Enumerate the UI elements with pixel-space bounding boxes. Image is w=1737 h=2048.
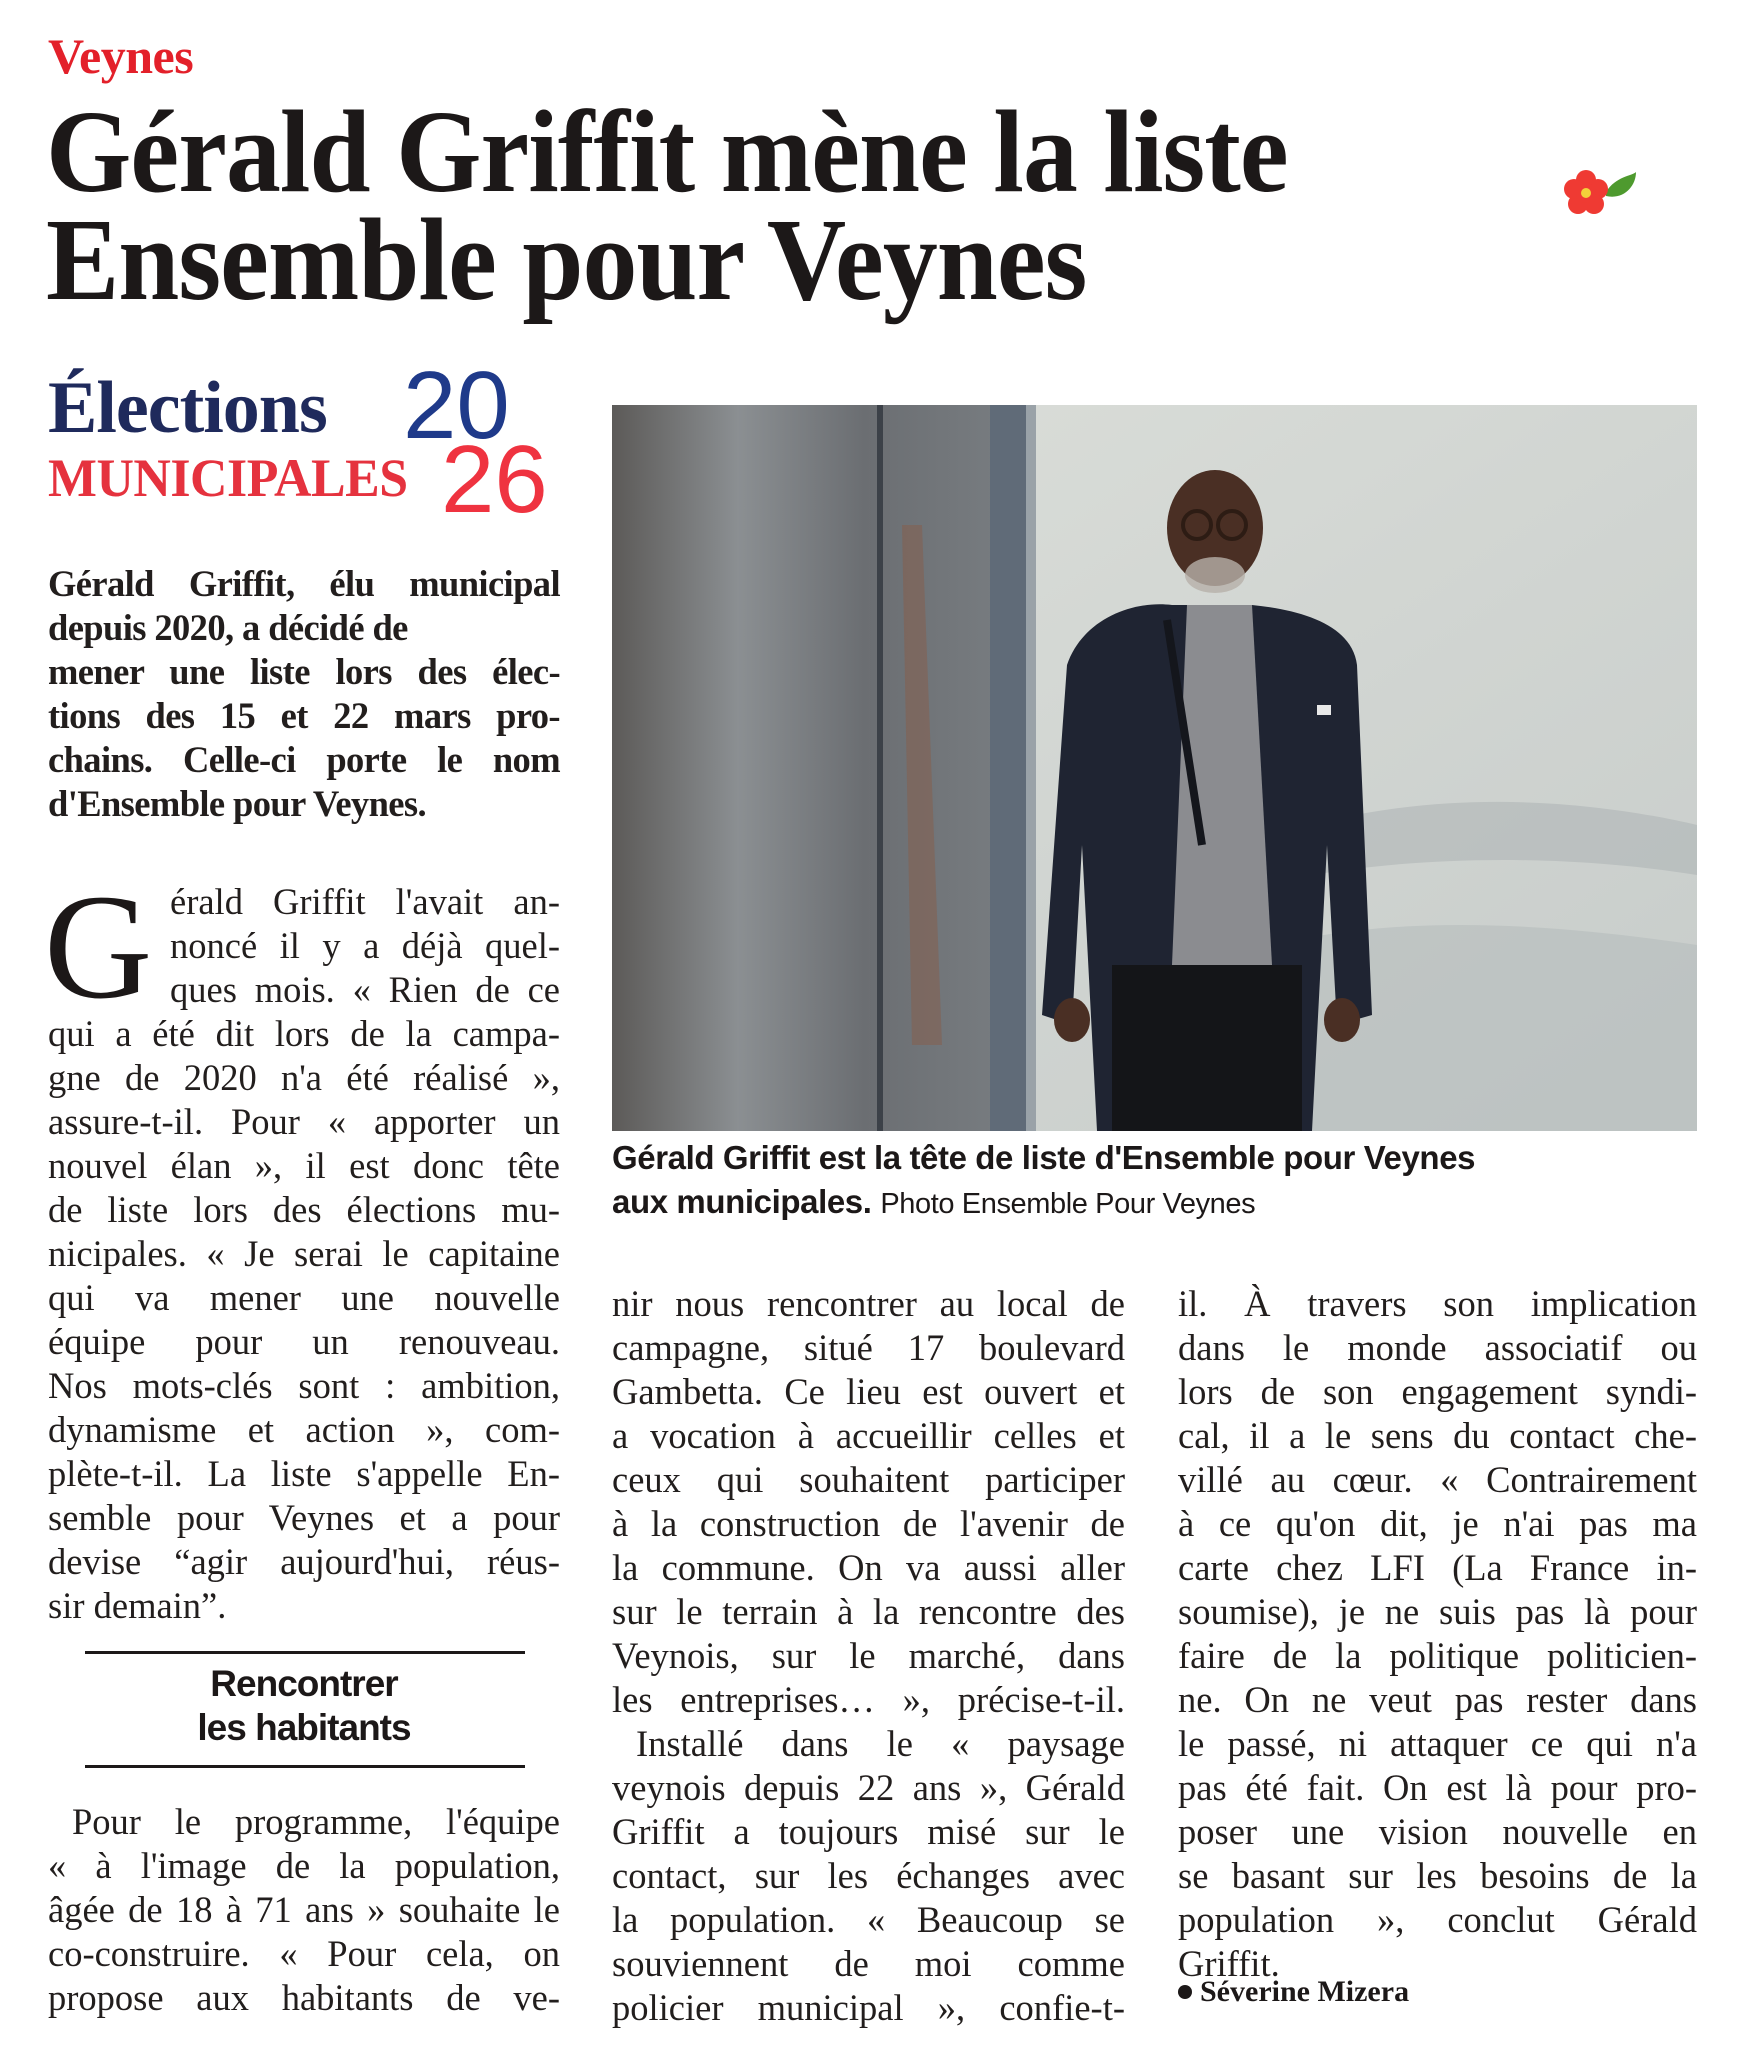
body-text-line: équipe pour un renouveau. (48, 1321, 560, 1362)
year-bottom-digits: 26 (441, 426, 548, 520)
body-text-line: nouvel élan », il est donc tête (48, 1145, 560, 1186)
lead-paragraph-line: d'Ensemble pour Veynes. (48, 783, 427, 824)
body-text-line: il. À travers son implication (1178, 1283, 1697, 1324)
body-text-line: lors de son engagement syndi- (1178, 1371, 1697, 1412)
body-text-line: population », conclut Gérald (1178, 1899, 1697, 1940)
body-text-line: a vocation à accueillir celles et (612, 1415, 1125, 1456)
subhead-line-2: les habitants (197, 1707, 411, 1748)
body-text-line: propose aux habitants de ve- (48, 1977, 560, 2018)
body-text-line: semble pour Veynes et a pour (48, 1497, 560, 1538)
body-text-line: veynois depuis 22 ans », Gérald (612, 1767, 1125, 1808)
byline-author: Séverine Mizera (1200, 1975, 1410, 2008)
headline-line-1: Gérald Griffit mène la liste (46, 86, 1288, 217)
byline (1178, 1972, 1409, 2012)
photo-caption-line-2 (612, 1180, 1255, 1226)
body-text-line: le passé, ni attaquer ce qui n'a (1178, 1723, 1697, 1764)
photo-caption-line-1: Gérald Griffit est la tête de liste d'Ensemble pour Veynes (612, 1139, 1476, 1176)
body-text-line: cal, il a le sens du contact che- (1178, 1415, 1697, 1456)
body-text-line: gne de 2020 n'a été réalisé », (48, 1057, 560, 1098)
photo-caption-bold-end: aux municipales. (612, 1183, 872, 1220)
body-text-line: Gambetta. Ce lieu est ouvert et (612, 1371, 1125, 1412)
flower-icon (1558, 162, 1638, 222)
body-text-line: la commune. On va aussi aller (612, 1547, 1125, 1588)
body-text-line: policier municipal », confie-t- (612, 1987, 1125, 2028)
subhead-line-1: Rencontrer (210, 1663, 398, 1704)
byline-bullet-icon (1178, 1985, 1192, 1999)
body-text-line: plète-t-il. La liste s'appelle En- (48, 1453, 560, 1494)
photo-credit: Photo Ensemble Pour Veynes (880, 1188, 1256, 1220)
body-text-line: la population. « Beaucoup se (612, 1899, 1125, 1940)
body-text-line: Installé dans le « paysage (636, 1723, 1125, 1764)
body-text-line: se basant sur les besoins de la (1178, 1855, 1697, 1896)
body-text-line: devise “agir aujourd'hui, réus- (48, 1541, 560, 1582)
body-text-line: ques mois. « Rien de ce (170, 969, 560, 1010)
body-text-line: nir nous rencontrer au local de (612, 1283, 1125, 1324)
body-text-line: nicipales. « Je serai le capitaine (48, 1233, 560, 1274)
body-text-line: Griffit. (1178, 1943, 1280, 1984)
body-text-line: sur le terrain à la rencontre des (612, 1591, 1125, 1632)
article-photo (612, 405, 1697, 1131)
body-text-line: souviennent de moi comme (612, 1943, 1125, 1984)
body-text-line: « à l'image de la population, (48, 1845, 560, 1886)
body-text-line: à la construction de l'avenir de (612, 1503, 1125, 1544)
headline-line-2: Ensemble pour Veynes (46, 194, 1087, 325)
body-text-line: ne. On ne veut pas rester dans (1178, 1679, 1697, 1720)
elections-logo-year (395, 360, 575, 520)
body-text-line: qui a été dit lors de la campa- (48, 1013, 560, 1054)
body-text-line: Griffit a toujours misé sur le (612, 1811, 1125, 1852)
body-text-line: co-construire. « Pour cela, on (48, 1933, 560, 1974)
lead-paragraph-line: tions des 15 et 22 mars pro- (48, 695, 560, 736)
lead-paragraph-line: mener une liste lors des élec- (48, 651, 560, 692)
body-text-line: pas été fait. On est là pour pro- (1178, 1767, 1697, 1808)
body-text-line: les entreprises… », précise-t-il. (612, 1679, 1125, 1720)
body-text-line: à ce qu'on dit, je n'ai pas ma (1178, 1503, 1697, 1544)
body-text-line: dans le monde associatif ou (1178, 1327, 1697, 1368)
body-text-line: Veynois, sur le marché, dans (612, 1635, 1125, 1676)
body-text-line: soumise), je ne suis pas là pour (1178, 1591, 1697, 1632)
lead-paragraph-line: Gérald Griffit, élu municipal (48, 563, 560, 604)
body-text-line: Nos mots-clés sont : ambition, (48, 1365, 560, 1406)
body-text-line: de liste lors des élections mu- (48, 1189, 560, 1230)
body-text-line: poser une vision nouvelle en (1178, 1811, 1697, 1852)
body-text-line: noncé il y a déjà quel- (170, 925, 560, 966)
body-text-line: érald Griffit l'avait an- (170, 881, 560, 922)
subhead-rule-bottom (85, 1765, 525, 1768)
photo-illustration (612, 405, 1697, 1131)
body-text-line: faire de la politique politicien- (1178, 1635, 1697, 1676)
body-text-line: contact, sur les échanges avec (612, 1855, 1125, 1896)
body-text-line: carte chez LFI (La France in- (1178, 1547, 1697, 1588)
subhead-rule-top (85, 1651, 525, 1654)
body-text-line: qui va mener une nouvelle (48, 1277, 560, 1318)
body-text-line: Pour le programme, l'équipe (72, 1801, 560, 1842)
section-kicker: Veynes (48, 28, 194, 84)
body-text-line: ceux qui souhaitent participer (612, 1459, 1125, 1500)
lead-paragraph-line: depuis 2020, a décidé de (48, 607, 408, 648)
body-text-line: villé au cœur. « Contrairement (1178, 1459, 1697, 1500)
body-text-line: assure-t-il. Pour « apporter un (48, 1101, 560, 1142)
body-text-line: âgée de 18 à 71 ans » souhaite le (48, 1889, 560, 1930)
year-top-digits: 20 (403, 360, 510, 459)
body-text-line: campagne, situé 17 boulevard (612, 1327, 1125, 1368)
elections-logo-subtitle: MUNICIPALES (48, 448, 408, 508)
body-text-line: dynamisme et action », com- (48, 1409, 560, 1450)
drop-cap: G (44, 864, 153, 1030)
lead-paragraph-line: chains. Celle-ci porte le nom (48, 739, 560, 780)
elections-logo-title: Élections (48, 367, 327, 449)
body-text-line: sir demain”. (48, 1585, 227, 1626)
